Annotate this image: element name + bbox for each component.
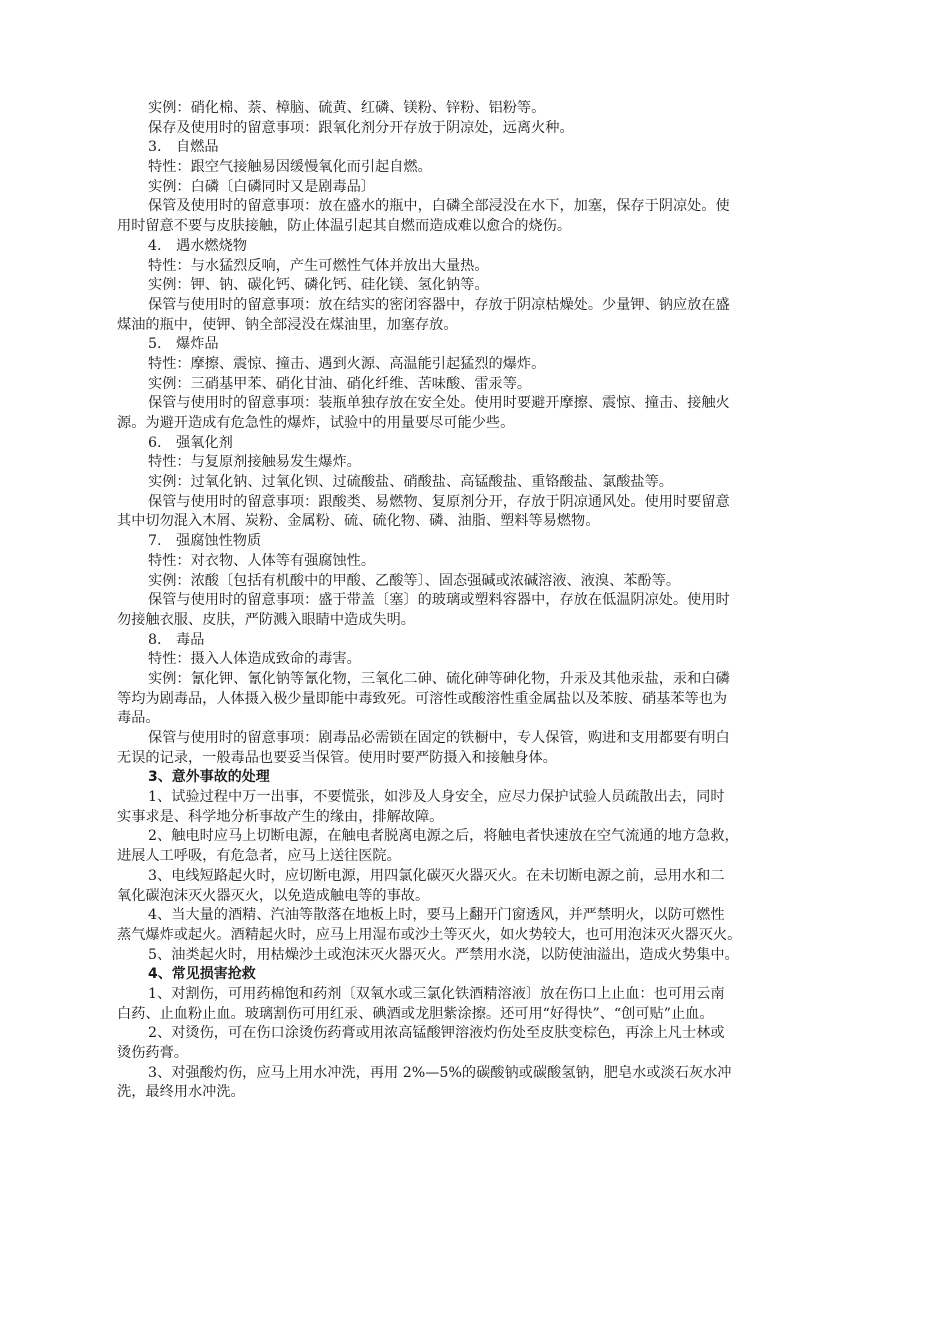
paragraph-line: 无误的记录，一般毒品也要妥当保管。使用时要严防摄入和接触身体。 — [117, 749, 557, 766]
numbered-item-title — [117, 335, 829, 355]
paragraph-first-line: 4、当大量的酒精、汽油等散落在地板上时，要马上翻开门窗透风，并严禁明火，以防可燃性 — [148, 907, 725, 924]
paragraph-first-line: 保管及使用时的留意事项：放在盛水的瓶中，白磷全部浸没在水下，加塞，保存于阴凉处。使 — [148, 198, 730, 215]
paragraph-first-line: 保管与使用时的留意事项：装瓶单独存放在安全处。使用时要避开摩擦、震惊、撞击、接触火 — [148, 395, 730, 412]
item-number: 5. — [148, 336, 162, 353]
paragraph-first-line: 实例：三硝基甲苯、硝化甘油、硝化纤维、苦味酸、雷汞等。 — [148, 375, 532, 392]
section-heading: 4、常见损害抢救 — [148, 966, 256, 983]
paragraph-line: 实事求是、科学地分析事故产生的缘由，排解故障。 — [117, 808, 444, 825]
paragraph-line: 进展人工呼吸，有危急者，应马上送往医院。 — [117, 848, 401, 865]
numbered-item-title — [117, 138, 829, 158]
item-title-text: 强腐蚀性物质 — [176, 533, 262, 550]
item-number: 8. — [148, 631, 162, 648]
paragraph-first-line: 实例：氰化钾、氰化钠等氰化物，三氧化二砷、硫化砷等砷化物，升汞及其他汞盐，汞和白磷 — [148, 670, 730, 687]
item-title-text: 强氧化剂 — [176, 434, 233, 451]
paragraph-line: 其中切勿混入木屑、炭粉、金属粉、硫、硫化物、磷、油脂、塑料等易燃物。 — [117, 513, 600, 530]
paragraph-first-line: 实例：白磷〔白磷同时又是剧毒品〕 — [148, 178, 376, 195]
paragraph-first-line: 5、油类起火时，用枯燥沙土或泡沫灭火器灭火。严禁用水浇，以防使油溢出，造成火势集中。 — [148, 946, 739, 963]
paragraph-first-line: 实例：钾、钠、碳化钙、磷化钙、硅化镁、氢化钠等。 — [148, 277, 489, 294]
paragraph-first-line: 保管与使用时的留意事项：剧毒品必需锁在固定的铁橱中，专人保管，购进和支用都要有明白 — [148, 730, 730, 746]
numbered-item-title — [117, 237, 829, 257]
item-number: 7. — [148, 533, 162, 550]
paragraph-first-line: 保管与使用时的留意事项：放在结实的密闭容器中，存放于阴凉枯燥处。少量钾、钠应放在盛 — [148, 296, 730, 313]
paragraph-first-line: 保管与使用时的留意事项：盛于带盖〔塞〕的玻璃或塑料容器中，存放在低温阴凉处。使用时 — [148, 592, 730, 609]
paragraph-line: 洗，最终用水冲洗。 — [117, 1084, 245, 1101]
paragraph-first-line: 3、对强酸灼伤，应马上用水冲洗，再用 2%—5%的碳酸钠或碳酸氢钠，肥皂水或淡石灰水冲 — [148, 1064, 732, 1081]
item-title-text: 遇水燃烧物 — [176, 237, 247, 254]
item-title-text: 毒品 — [176, 631, 205, 648]
paragraph-line: 勿接触衣服、皮肤，严防溅入眼睛中造成失明。 — [117, 611, 415, 628]
paragraph-line: 蒸气爆炸或起火。酒精起火时，应马上用湿布或沙土等灭火，如火势较大，也可用泡沫灭火器灭火。 — [117, 926, 742, 943]
item-number: 3. — [148, 139, 162, 156]
paragraph-line: 等均为剧毒品，人体摄入极少量即能中毒致死。可溶性或酸溶性重金属盐以及苯胺、硝基苯等也为 — [117, 690, 728, 707]
paragraph-line: 煤油的瓶中，使钾、钠全部浸没在煤油里，加塞存放。 — [117, 316, 458, 333]
numbered-item-title — [117, 631, 829, 651]
paragraph-first-line: 特性：对衣物、人体等有强腐蚀性。 — [148, 552, 376, 569]
paragraph-first-line: 特性：与复原剂接触易发生爆炸。 — [148, 454, 361, 471]
paragraph-first-line: 保存及使用时的留意事项：跟氧化剂分开存放于阴凉处，远离火种。 — [148, 119, 574, 136]
paragraph-first-line: 保管与使用时的留意事项：跟酸类、易燃物、复原剂分开，存放于阴凉通风处。使用时要留意 — [148, 493, 730, 510]
paragraph-first-line: 特性：摩擦、震惊、撞击、遇到火源、高温能引起猛烈的爆炸。 — [148, 355, 546, 372]
numbered-item-title — [117, 532, 829, 552]
paragraph-first-line: 实例：过氧化钠、过氧化钡、过硫酸盐、硝酸盐、高锰酸盐、重铬酸盐、氯酸盐等。 — [148, 474, 673, 491]
paragraph-first-line: 2、触电时应马上切断电源，在触电者脱离电源之后，将触电者快速放在空气流通的地方急救， — [148, 828, 739, 845]
section-heading: 3、意外事故的处理 — [148, 769, 270, 786]
item-number: 6. — [148, 434, 162, 451]
paragraph-first-line: 实例：浓酸〔包括有机酸中的甲酸、乙酸等〕、固态强碱或浓碱溶液、液溴、苯酚等。 — [148, 572, 681, 589]
paragraph-line: 源。为避开造成有危急性的爆炸，试验中的用量要尽可能少些。 — [117, 415, 515, 431]
document-page — [117, 99, 829, 1103]
paragraph-first-line: 特性：跟空气接触易因缓慢氧化而引起自燃。 — [148, 159, 432, 176]
item-title-text: 爆炸品 — [176, 336, 219, 353]
paragraph-first-line: 1、试验过程中万一出事，不要慌张，如涉及人身安全，应尽力保护试验人员疏散出去，同时 — [148, 789, 725, 806]
paragraph-line: 用时留意不要与皮肤接触，防止体温引起其自燃而造成难以愈合的烧伤。 — [117, 218, 572, 235]
paragraph-first-line: 特性：摄入人体造成致命的毒害。 — [148, 651, 361, 668]
item-title-text: 自燃品 — [176, 139, 219, 156]
paragraph-line: 烫伤药膏。 — [117, 1045, 188, 1061]
paragraph-first-line: 特性：与水猛烈反响，产生可燃性气体并放出大量热。 — [148, 257, 489, 274]
numbered-item-title — [117, 434, 829, 454]
paragraph-first-line: 3、电线短路起火时，应切断电源，用四氯化碳灭火器灭火。在未切断电源之前，忌用水和二 — [148, 867, 725, 884]
paragraph-first-line: 2、对烫伤，可在伤口涂烫伤药膏或用浓高锰酸钾溶液灼伤处至皮肤变棕色，再涂上凡士林或 — [148, 1025, 725, 1042]
paragraph-line: 氧化碳泡沫灭火器灭火，以免造成触电等的事故。 — [117, 887, 430, 904]
paragraph-line: 毒品。 — [117, 710, 160, 727]
paragraph-first-line: 实例：硝化棉、萘、樟脑、硫黄、红磷、镁粉、锌粉、铝粉等。 — [148, 100, 546, 116]
item-number: 4. — [148, 237, 162, 254]
paragraph-line: 白药、止血粉止血。玻璃割伤可用红汞、碘酒或龙胆紫涂擦。还可用“好得快”、“创可贴”止血。 — [117, 1005, 714, 1022]
paragraph-first-line: 1、对割伤，可用药棉饱和药剂〔双氧水或三氯化铁酒精溶液〕放在伤口上止血：也可用云南 — [148, 985, 725, 1002]
